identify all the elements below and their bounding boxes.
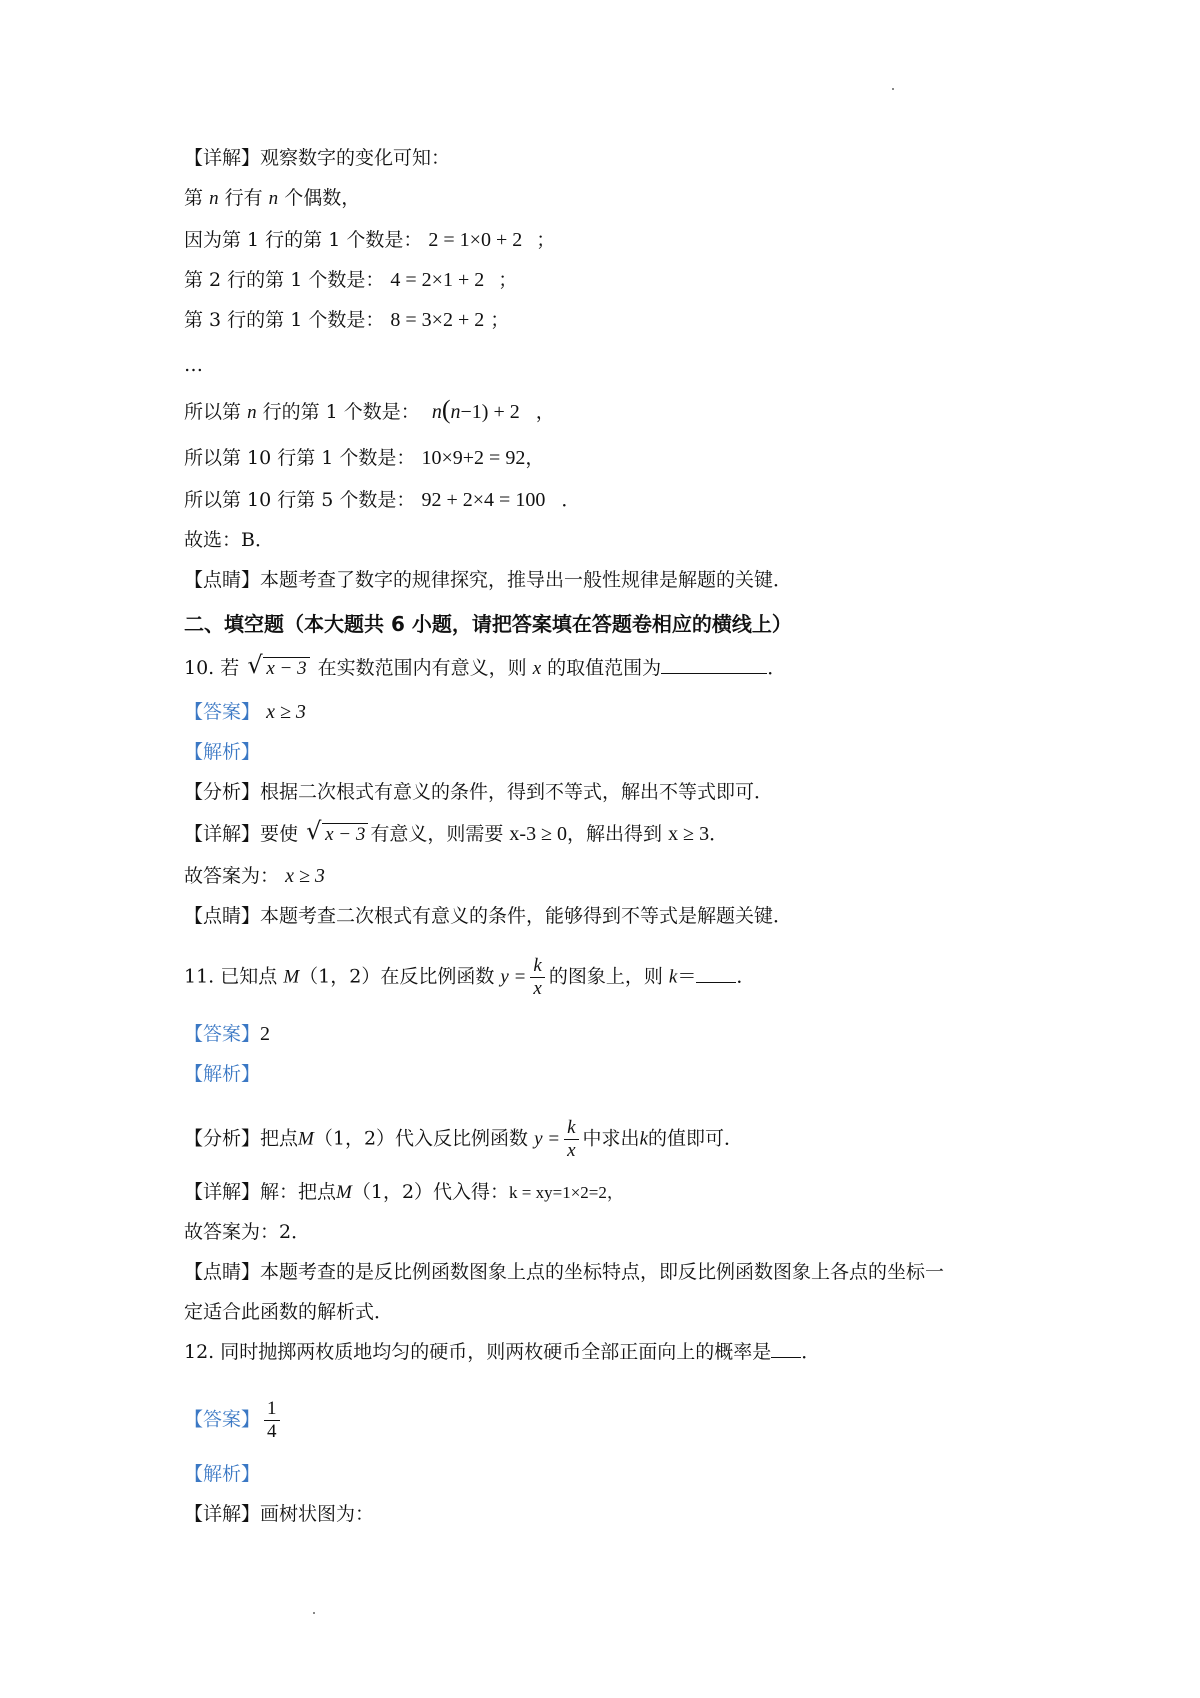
line-text: 第 2 行的第 1 个数是： [184,269,385,291]
q12-detail [184,1499,374,1529]
analysis-tag: 【解析】 [184,1063,261,1085]
line-text: 行的第 1 个数是： [262,401,420,423]
q10-analysis [184,777,773,807]
math-var: n [268,188,279,209]
math-var: M [298,1128,314,1150]
q11-analysis-label [184,1059,260,1089]
math-part: −1) + 2 [460,401,520,423]
line-text: 故答案为： [184,865,280,887]
math-var: n [209,188,219,209]
line-row-n-first [184,395,555,428]
q10-analysis-label [184,737,260,767]
line-text: ， [525,447,545,469]
line-text: 所以第 10 行第 1 个数是： [184,447,416,469]
denominator: x [567,1140,576,1161]
q11-remark [184,1257,944,1287]
q11-remark-cont [184,1297,393,1327]
math-var: n [431,401,442,423]
line-text: 所以第 [184,401,242,423]
q11-detail [184,1177,624,1208]
question-12 [184,1337,820,1367]
line-text: 有意义，则需要 [370,823,504,845]
radicand: x − 3 [263,657,309,679]
line-text: 本题考查的是反比例函数图象上点的坐标特点，即反比例函数图象上各点的坐标一 [260,1261,945,1283]
answer-blank [696,962,736,983]
math-var: M [283,966,300,988]
radicand: x − 3 [322,823,368,845]
question-10 [184,653,786,684]
q10-answer [184,697,306,727]
math-expression: k = xy=1×2=2， [509,1183,624,1202]
q10-remark [184,901,792,931]
analysis-sub-tag: 【分析】 [184,1127,261,1150]
question-number: 11. 已知点 [184,965,278,988]
line-text: （1，2）代入得： [351,1181,510,1203]
answer-blank [771,1337,801,1358]
line-text: ； [490,309,510,331]
line-text: ； [498,269,518,291]
answer-value: 2 [260,1023,271,1045]
line-row10-fifth [184,485,580,515]
line-ellipsis [184,350,203,380]
line-row10-first [184,443,544,473]
line-text: 定适合此函数的解析式． [184,1301,394,1323]
math-expression: 4 = 2×1 + 2 [390,269,485,291]
math-expression: x ≥ 3 [668,823,710,845]
line-text: 观察数字的变化可知： [260,147,451,169]
denominator: 4 [267,1421,277,1442]
scan-dot [892,88,894,90]
sqrt-expression [306,819,368,850]
line-text: 画树状图为： [260,1503,375,1525]
numerator: k [564,1117,578,1140]
math-expression: 2 = 1×0 + 2 [428,229,523,251]
line-text: 根据二次根式有意义的条件，得到不等式，解出不等式即可． [260,781,774,803]
answer-tag: 【答案】 [184,1408,261,1431]
line-row-n-evens [184,183,360,214]
line-choice [184,525,274,555]
math-var: k [668,966,678,988]
line-text: 本题考查了数字的规律探究，推导出一般性规律是解题的关键． [260,569,793,591]
line-text: 第 [184,187,204,209]
fraction [264,1398,280,1443]
remark-tag: 【点睛】 [184,905,261,927]
radical-sign: √ [306,817,322,845]
line-text: ． [767,657,787,679]
math-var: n [450,401,461,423]
q12-answer [184,1398,284,1443]
line-text: （1，2）在反比例函数 [299,965,495,988]
line-row3 [184,305,509,335]
line-text: 所以第 10 行第 5 个数是： [184,489,416,511]
remark-tag: 【点睛】 [184,1261,261,1283]
denominator: x [533,978,542,999]
line-row1 [184,225,555,255]
line-text: （1，2）代入反比例函数 [313,1127,529,1150]
line-text: 故答案为：2． [184,1221,311,1243]
numerator: 1 [264,1398,280,1421]
detail-tag: 【详解】 [184,147,261,169]
scan-dot [313,1612,315,1614]
line-remark [184,565,792,595]
line-text: 个偶数， [284,187,361,209]
line-text: 的值即可． [648,1127,744,1150]
answer-tag: 【答案】 [184,701,261,723]
remark-tag: 【点睛】 [184,569,261,591]
line-text: ． [709,823,729,845]
section-heading [184,609,792,639]
line-text: 在实数范围内有意义，则 [317,657,527,679]
line-text: 的取值范围为 [547,657,662,679]
q10-conclusion [184,861,325,891]
line-text: 把点 [260,1127,299,1150]
math-var: M [336,1182,352,1203]
analysis-tag: 【解析】 [184,1463,261,1485]
math-paren: ( [441,395,451,424]
math-expression: 10×9+2 = 92 [421,447,526,469]
numerator: k [530,955,544,978]
math-expression: x ≥ 3 [285,865,325,887]
line-text: 要使 [260,823,299,845]
sqrt-expression [247,653,309,684]
q11-answer [184,1019,270,1049]
analysis-sub-tag: 【分析】 [184,781,261,803]
line-text: 解：把点 [260,1181,337,1203]
question-text: 12. 同时抛掷两枚质地均匀的硬币，则两枚硬币全部正面向上的概率是 [184,1341,772,1363]
line-row2 [184,265,517,295]
q10-detail [184,819,728,850]
line-detail-intro [184,143,450,173]
math-expression: 92 + 2×4 = 100 [421,489,546,511]
line-text: ，解出得到 [567,823,663,845]
math-expression: x-3 ≥ 0 [509,823,568,845]
line-text: 中求出 [582,1127,640,1150]
answer-tag: 【答案】 [184,1023,261,1045]
math-var: n [247,402,257,423]
math-expression [431,395,520,424]
line-text: … [184,354,203,376]
question-number: 10. 若 [184,657,240,679]
line-text: 行有 [224,187,263,209]
math-expression: x ≥ 3 [266,701,306,723]
question-11 [184,955,755,1000]
detail-tag: 【详解】 [184,1503,261,1525]
answer-blank [661,653,767,674]
section-title: 二、填空题（本大题共 6 小题，请把答案填在答题卷相应的横线上） [184,612,792,636]
math-var: x [532,658,542,679]
line-text: ＝ [677,965,697,988]
analysis-tag: 【解析】 [184,741,261,763]
line-text: 故选：B． [184,529,274,551]
radical-sign: √ [247,651,263,679]
math-var: k [639,1128,648,1150]
line-text: ． [801,1341,821,1363]
line-text: 第 3 行的第 1 个数是： [184,309,385,331]
q11-conclusion [184,1217,310,1247]
line-text: ． [736,965,756,988]
detail-tag: 【详解】 [184,823,261,845]
line-text: ， [535,401,555,423]
line-text: 本题考查二次根式有意义的条件，能够得到不等式是解题关键． [260,905,793,927]
math-var: y = [534,1128,561,1150]
line-text: ； [536,229,556,251]
math-expression: 8 = 3×2 + 2 [390,309,485,331]
line-text: 的图象上，则 [548,965,663,988]
detail-tag: 【详解】 [184,1181,261,1203]
math-var: y = [500,966,527,988]
fraction [564,1117,578,1162]
q12-analysis-label [184,1459,260,1489]
q11-analysis [184,1117,743,1162]
line-text: ． [561,489,581,511]
line-text: 因为第 1 行的第 1 个数是： [184,229,423,251]
fraction [530,955,544,1000]
